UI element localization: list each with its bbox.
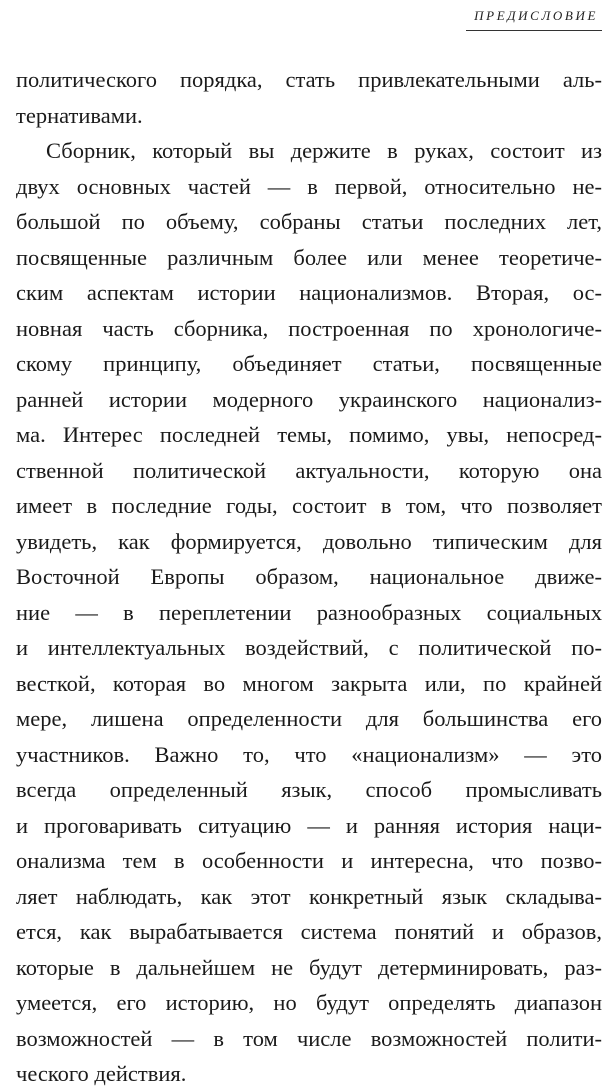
text-line: весткой, которая во многом закрыта или, по крайней (16, 670, 602, 696)
text-line: тернативами. (16, 102, 143, 128)
text-line: и проговаривать ситуацию — и ранняя история наци- (16, 812, 602, 838)
text-line: ческого действия. (16, 1061, 187, 1086)
text-line: скому принципу, объединяет статьи, посвященные (16, 351, 602, 376)
text-line: Восточной Европы образом, национальное движе- (16, 564, 602, 589)
text-line: посвященные различным более или менее теоретиче- (16, 244, 602, 270)
header-rule (466, 30, 602, 31)
text-line: ма. Интерес последней темы, помимо, увы, непосред- (16, 422, 602, 447)
text-line: имеет в последние годы, состоит в том, что позволяет (16, 493, 602, 518)
text-line: ственной политической актуальности, которую она (16, 457, 602, 483)
text-line: увидеть, как формируется, довольно типическим для (16, 528, 602, 554)
text-line: ранней истории модерного украинского национализ- (16, 386, 602, 412)
paragraph-2 (16, 133, 602, 1092)
text-line: которые в дальнейшем не будут детерминировать, раз- (16, 954, 602, 980)
text-line: онализма тем в особенности и интересна, что позво- (16, 848, 602, 873)
text-line: большой по объему, собраны статьи последних лет, (16, 209, 602, 234)
text-line: новная часть сборника, построенная по хронологиче- (16, 315, 602, 341)
text-line: ние — в переплетении разнообразных социальных (16, 599, 602, 625)
text-line: участников. Важно то, что «национализм» — это (16, 741, 602, 767)
text-line: всегда определенный язык, способ промысливать (16, 777, 602, 802)
text-line: ется, как вырабатывается система понятий и образов, (16, 919, 602, 944)
paragraph-1 (16, 62, 602, 133)
text-line: двух основных частей — в первой, относительно не- (16, 173, 602, 199)
text-line: возможностей — в том числе возможностей полити- (16, 1025, 602, 1051)
text-line: политического порядка, стать привлекательными аль- (16, 67, 602, 92)
text-line: ляет наблюдать, как этот конкретный язык складыва- (16, 883, 602, 909)
running-header: ПРЕДИСЛОВИЕ (474, 8, 598, 23)
text-line: ским аспектам истории национализмов. Вторая, ос- (16, 280, 602, 305)
text-line: Сборник, который вы держите в руках, состоит из (46, 138, 602, 163)
text-line: и интеллектуальных воздействий, с политической по- (16, 635, 602, 660)
text-line: мере, лишена определенности для большинства его (16, 706, 602, 731)
text-line: умеется, его историю, но будут определять диапазон (16, 990, 602, 1015)
body-text (16, 62, 602, 1092)
